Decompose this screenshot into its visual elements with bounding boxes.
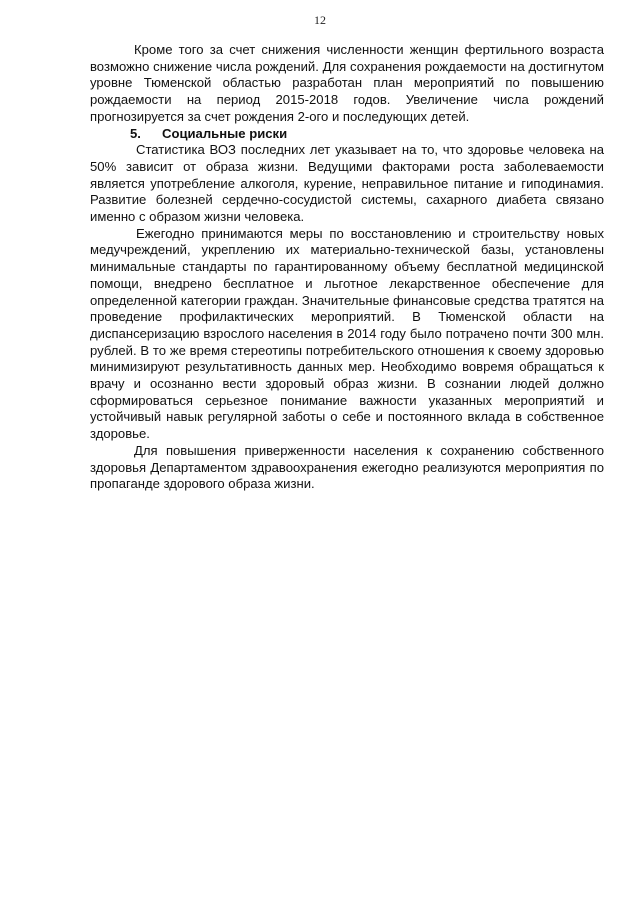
paragraph-health-promotion: Для повышения приверженности населения к сохранению собственного здоровья Департаментом здравоохранения ежегодно реализуются мероприятия по пропаганде здорового образа жизни. [90, 442, 604, 492]
page-number: 12 [314, 13, 326, 27]
paragraph-healthcare-measures: Ежегодно принимаются меры по восстановлению и строительству новых медучреждений, укреплению их материально-технической базы, установлены минимальные стандарты по гарантированному объему бесплатной медицинской помощи, внедрено бесплатное и льготное лекарственное обеспечение для определенной категории граждан. Значительные финансовые средства тратятся на проведение профилактических мероприятий. В Тюменской области на диспансеризацию взрослого населения в 2014 году было потрачено почти 300 млн. рублей. В то же время стереотипы потребительского отношения к своему здоровью минимизируют результативность данных мер. Необходимо вовремя обращаться к врачу и осознанно вести здоровый образ жизни. В сознании людей должно сформироваться серьезное понимание важности указанных мероприятий и устойчивый навык регулярной заботы о себе и постоянного вклада в собственное здоровье. [90, 225, 604, 442]
section-title: Социальные риски [162, 125, 288, 141]
section-heading [90, 126, 604, 143]
paragraph-birth-rate: Кроме того за счет снижения численности женщин фертильного возраста возможно снижение числа рождений. Для сохранения рождаемости на достигнутом уровне Тюменской областью разработан план мероприятий по повышению рождаемости на период 2015-2018 годов. Увеличение числа рождений прогнозируется за счет рождения 2-ого и последующих детей. [90, 42, 604, 124]
section-number: 5. [130, 125, 141, 141]
paragraph-who-statistics: Статистика ВОЗ последних лет указывает на то, что здоровье человека на 50% зависит от образа жизни. Ведущими факторами роста заболеваемости является употребление алкоголя, курение, неправильное питание и гиподинамия. Развитие болезней сердечно-сосудистой системы, сахарного диабета связано именно с образом жизни человека. [90, 142, 604, 225]
document-body [90, 42, 604, 493]
